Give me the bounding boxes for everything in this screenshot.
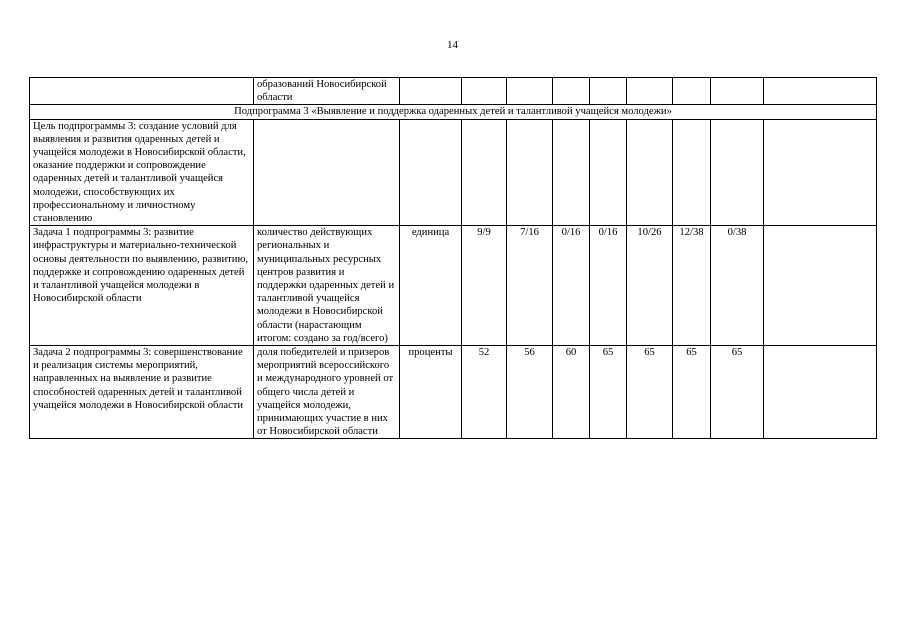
cell-empty (673, 119, 711, 226)
task1-value: 7/16 (507, 226, 553, 346)
task1-value: 9/9 (462, 226, 507, 346)
cell-empty (507, 119, 553, 226)
indicators-table (29, 77, 877, 439)
cell-empty (590, 78, 627, 105)
cell-empty (462, 78, 507, 105)
cell-empty (507, 78, 553, 105)
cell-empty (553, 78, 590, 105)
cell-empty (254, 119, 400, 226)
task1-value: 10/26 (627, 226, 673, 346)
subprogram-title: Подпрограмма 3 «Выявление и поддержка одаренных детей и талантливой учащейся молодежи» (30, 105, 877, 119)
task2-value: 65 (711, 346, 764, 439)
cell-empty (30, 78, 254, 105)
task1-row (30, 226, 877, 346)
task2-value: 65 (590, 346, 627, 439)
cell-empty (627, 78, 673, 105)
task2-value: 60 (553, 346, 590, 439)
cell-empty (462, 119, 507, 226)
subprogram-header-row (30, 105, 877, 119)
task2-value: 65 (627, 346, 673, 439)
cell-empty (711, 78, 764, 105)
cell-empty (711, 119, 764, 226)
cell-empty (764, 226, 877, 346)
task1-value: 0/38 (711, 226, 764, 346)
task2-unit: проценты (400, 346, 462, 439)
cell-empty (400, 78, 462, 105)
cell-empty (764, 119, 877, 226)
page-number: 14 (447, 39, 458, 51)
cell-empty (627, 119, 673, 226)
task2-indicator: доля победителей и призеров мероприятий всероссийского и международного уровней от общего числа детей и учащейся молодежи, принимающих участие в них от Новосибирской области (254, 346, 400, 439)
task2-value: 56 (507, 346, 553, 439)
task1-unit: единица (400, 226, 462, 346)
goal-label: Цель подпрограммы 3: создание условий для выявления и развития одаренных детей и учащейся молодежи в Новосибирской области, оказание поддержки и сопровождение одаренных детей и талантливой учащейся молодежи, способствующих их профессиональному и личностному становлению (30, 119, 254, 226)
task1-indicator: количество действующих региональных и муниципальных ресурсных центров развития и поддержки одаренных детей и талантливой учащейся молодежи в Новосибирской области (нарастающим итогом: создано за год/всего) (254, 226, 400, 346)
cell-empty (673, 78, 711, 105)
task2-label: Задача 2 подпрограммы 3: совершенствование и реализация системы мероприятий, направленных на выявление и развитие способностей одаренных детей и талантливой учащейся молодежи в Новосибирской области (30, 346, 254, 439)
task1-value: 12/38 (673, 226, 711, 346)
table-row-continued (30, 78, 877, 105)
task1-label: Задача 1 подпрограммы 3: развитие инфраструктуры и материально-технической основы деятельности по выявлению, развитию, поддержке и сопровождению одаренных детей и талантливой учащейся молодежи в Новосибирской области (30, 226, 254, 346)
task2-value: 52 (462, 346, 507, 439)
cell-empty (553, 119, 590, 226)
indicator-cell: образований Новосибирской области (254, 78, 400, 105)
cell-empty (400, 119, 462, 226)
goal-row (30, 119, 877, 226)
task2-row (30, 346, 877, 439)
cell-empty (764, 78, 877, 105)
task2-value: 65 (673, 346, 711, 439)
task1-value: 0/16 (553, 226, 590, 346)
task1-value: 0/16 (590, 226, 627, 346)
cell-empty (764, 346, 877, 439)
cell-empty (590, 119, 627, 226)
